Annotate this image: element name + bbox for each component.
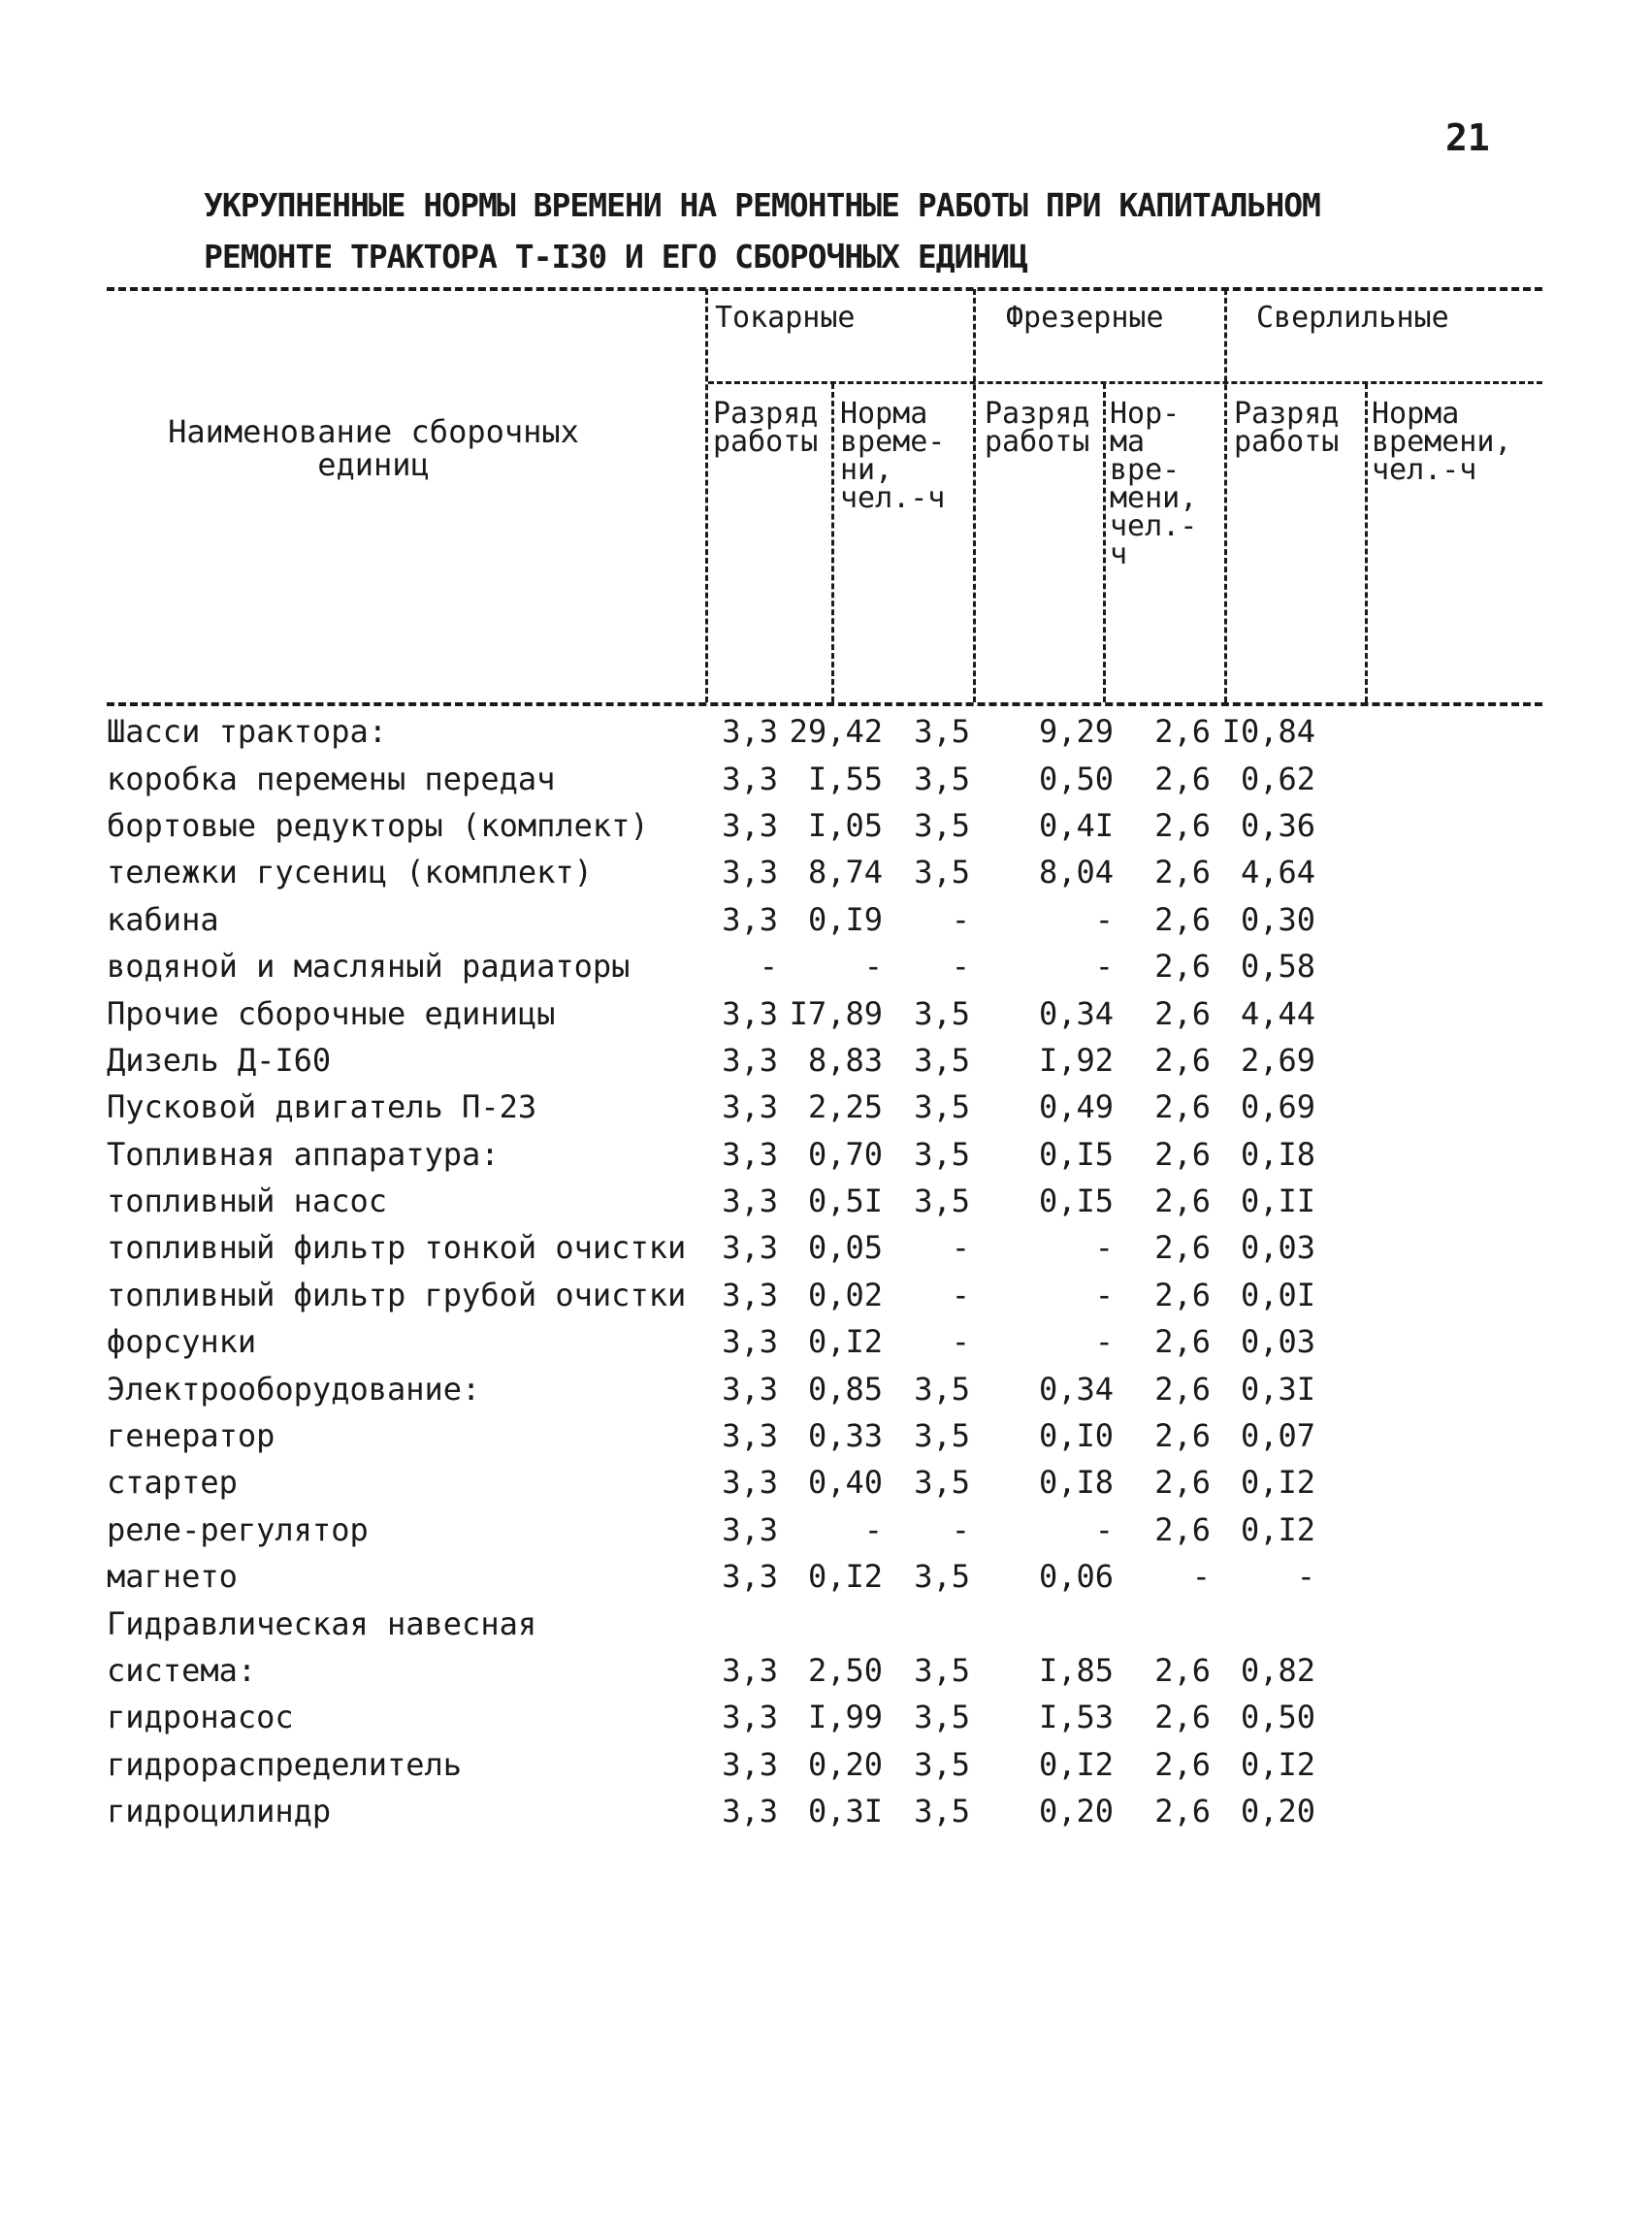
header-divider — [831, 383, 834, 702]
cell-drilling-grade: 2,6 — [1154, 1182, 1211, 1220]
table-row — [107, 1272, 1315, 1318]
table-row — [107, 755, 1315, 801]
cell-turning-norm: 0,70 — [807, 1135, 883, 1173]
cell-drilling-norm: 0,82 — [1240, 1652, 1315, 1689]
cell-drilling-grade: 2,6 — [1154, 1464, 1211, 1502]
group-header-milling: Фрезерные — [1006, 301, 1164, 335]
cell-drilling-norm: 2,69 — [1240, 1041, 1315, 1079]
cell-turning-grade — [698, 1600, 778, 1646]
table-row — [107, 1788, 1315, 1834]
cell-milling-norm — [970, 1600, 1114, 1646]
cell-turning-norm: 2,25 — [807, 1088, 883, 1126]
cell-milling-norm: 0,06 — [1038, 1558, 1114, 1596]
cell-milling-norm: 8,04 — [1038, 854, 1114, 891]
cell-unit-name: магнето — [107, 1558, 238, 1596]
cell-turning-grade: 3,3 — [722, 1510, 778, 1548]
cell-turning-grade: 3,3 — [722, 806, 778, 844]
cell-milling-grade: 3,5 — [914, 713, 970, 751]
cell-milling-grade: 3,5 — [914, 854, 970, 891]
cell-unit-name: кабина — [107, 900, 219, 938]
cell-milling-grade: 3,5 — [914, 1793, 970, 1830]
cell-milling-norm: - — [1094, 1276, 1114, 1313]
cell-turning-grade: 3,3 — [722, 1041, 778, 1079]
cell-turning-norm: 0,3I — [807, 1793, 883, 1830]
cell-drilling-grade: 2,6 — [1154, 1229, 1211, 1267]
column-header-milling-grade: Разряд работы — [985, 397, 1090, 459]
cell-unit-name: гидронасос — [107, 1699, 294, 1736]
header-divider — [973, 289, 976, 702]
cell-unit-name: гидрораспределитель — [107, 1745, 463, 1783]
cell-turning-grade: 3,3 — [722, 1558, 778, 1596]
cell-unit-name: Электрооборудование: — [107, 1370, 481, 1408]
cell-turning-grade: 3,3 — [722, 1793, 778, 1830]
cell-turning-norm: I7,89 — [789, 994, 883, 1032]
table-row — [107, 1600, 1315, 1646]
cell-milling-grade: 3,5 — [914, 1370, 970, 1408]
cell-milling-norm: 0,I0 — [1038, 1417, 1114, 1455]
table-row — [107, 1412, 1315, 1459]
cell-drilling-norm: 0,36 — [1240, 806, 1315, 844]
cell-drilling-grade: 2,6 — [1154, 1323, 1211, 1361]
header-divider — [1224, 289, 1227, 702]
cell-turning-grade: 3,3 — [722, 1745, 778, 1783]
cell-unit-name: Топливная аппаратура: — [107, 1135, 500, 1173]
cell-drilling-grade: 2,6 — [1154, 1699, 1211, 1736]
cell-unit-name: Гидравлическая навесная — [107, 1604, 537, 1642]
cell-milling-norm: 0,I5 — [1038, 1135, 1114, 1173]
cell-unit-name: Дизель Д-I60 — [107, 1041, 332, 1079]
header-top-rule — [107, 287, 1542, 291]
cell-milling-norm: 0,4I — [1038, 806, 1114, 844]
cell-unit-name: Пусковой двигатель П-23 — [107, 1088, 537, 1126]
cell-turning-norm: 0,I2 — [807, 1558, 883, 1596]
table-row — [107, 708, 1315, 755]
cell-drilling-norm: - — [1296, 1558, 1315, 1596]
cell-turning-norm: - — [863, 948, 883, 986]
cell-turning-grade: 3,3 — [722, 994, 778, 1032]
cell-milling-grade: - — [951, 1276, 970, 1313]
header-divider — [1103, 383, 1106, 702]
cell-milling-norm: 0,34 — [1038, 1370, 1114, 1408]
cell-unit-name: топливный фильтр тонкой очистки — [107, 1229, 687, 1267]
cell-turning-norm: 0,33 — [807, 1417, 883, 1455]
table-row — [107, 849, 1315, 895]
cell-milling-norm: I,53 — [1038, 1699, 1114, 1736]
table-row — [107, 1741, 1315, 1788]
table-row — [107, 896, 1315, 943]
cell-turning-grade: 3,3 — [722, 1699, 778, 1736]
cell-unit-name: система: — [107, 1652, 257, 1689]
header-divider — [1365, 383, 1368, 702]
cell-drilling-norm: 0,30 — [1240, 900, 1315, 938]
cell-drilling-grade: 2,6 — [1154, 1370, 1211, 1408]
cell-milling-grade: 3,5 — [914, 1558, 970, 1596]
cell-milling-norm: - — [1094, 1229, 1114, 1267]
cell-turning-grade: 3,3 — [722, 713, 778, 751]
cell-drilling-norm: 0,I2 — [1240, 1464, 1315, 1502]
cell-drilling-grade: 2,6 — [1154, 1135, 1211, 1173]
cell-milling-grade: 3,5 — [914, 1088, 970, 1126]
cell-turning-grade: 3,3 — [722, 1088, 778, 1126]
cell-turning-norm — [778, 1600, 883, 1646]
cell-turning-grade: 3,3 — [722, 760, 778, 797]
cell-milling-norm: 9,29 — [1038, 713, 1114, 751]
cell-turning-grade: 3,3 — [722, 854, 778, 891]
cell-turning-grade: 3,3 — [722, 1276, 778, 1313]
cell-turning-norm: 0,5I — [807, 1182, 883, 1220]
cell-milling-norm: 0,20 — [1038, 1793, 1114, 1830]
cell-drilling-norm: 0,20 — [1240, 1793, 1315, 1830]
cell-drilling-grade: - — [1191, 1558, 1211, 1596]
norms-table — [107, 708, 1315, 1834]
cell-drilling-grade: 2,6 — [1154, 900, 1211, 938]
cell-milling-grade: 3,5 — [914, 1745, 970, 1783]
cell-unit-name: форсунки — [107, 1323, 257, 1361]
cell-drilling-grade: 2,6 — [1154, 1510, 1211, 1548]
cell-drilling-norm: 0,I2 — [1240, 1510, 1315, 1548]
cell-unit-name: генератор — [107, 1417, 275, 1455]
cell-unit-name: бортовые редукторы (комплект) — [107, 806, 649, 844]
cell-drilling-norm: 0,58 — [1240, 948, 1315, 986]
cell-drilling-norm: 4,44 — [1240, 994, 1315, 1032]
cell-drilling-norm: 0,03 — [1240, 1229, 1315, 1267]
cell-milling-grade: 3,5 — [914, 806, 970, 844]
cell-milling-grade: 3,5 — [914, 1135, 970, 1173]
cell-turning-grade: 3,3 — [722, 1464, 778, 1502]
cell-drilling-norm: 0,II — [1240, 1182, 1315, 1220]
cell-milling-grade: 3,5 — [914, 1417, 970, 1455]
cell-unit-name: Прочие сборочные единицы — [107, 994, 556, 1032]
cell-turning-norm: 0,I2 — [807, 1323, 883, 1361]
table-row — [107, 1084, 1315, 1130]
cell-drilling-norm: 0,I2 — [1240, 1745, 1315, 1783]
cell-drilling-grade: 2,6 — [1154, 760, 1211, 797]
title-line-2: РЕМОНТЕ ТРАКТОРА Т-I30 И ЕГО СБОРОЧНЫХ ЕДИНИЦ — [204, 238, 1028, 275]
table-row — [107, 1037, 1315, 1084]
column-header-turning-grade: Разряд работы — [713, 397, 819, 459]
header-divider — [705, 289, 708, 702]
cell-milling-grade: 3,5 — [914, 760, 970, 797]
cell-unit-name: водяной и масляный радиаторы — [107, 948, 631, 986]
cell-milling-grade: 3,5 — [914, 1041, 970, 1079]
cell-milling-norm: 0,I5 — [1038, 1182, 1114, 1220]
cell-drilling-grade: 2,6 — [1154, 1088, 1211, 1126]
cell-turning-grade: 3,3 — [722, 1135, 778, 1173]
cell-unit-name: коробка перемены передач — [107, 760, 556, 797]
cell-unit-name: реле-регулятор — [107, 1510, 369, 1548]
cell-turning-grade: 3,3 — [722, 1323, 778, 1361]
cell-milling-norm: I,85 — [1038, 1652, 1114, 1689]
cell-drilling-norm: 0,62 — [1240, 760, 1315, 797]
cell-turning-norm: - — [863, 1510, 883, 1548]
cell-drilling-grade: 2,6 — [1154, 948, 1211, 986]
cell-turning-norm: 0,I9 — [807, 900, 883, 938]
cell-milling-norm: 0,50 — [1038, 760, 1114, 797]
cell-milling-norm: - — [1094, 900, 1114, 938]
cell-milling-norm: - — [1094, 948, 1114, 986]
cell-turning-grade: 3,3 — [722, 1182, 778, 1220]
cell-turning-norm: 0,85 — [807, 1370, 883, 1408]
table-row — [107, 989, 1315, 1036]
cell-milling-norm: 0,I2 — [1038, 1745, 1114, 1783]
cell-milling-grade: - — [951, 1323, 970, 1361]
cell-drilling-grade: 2,6 — [1154, 1276, 1211, 1313]
table-row — [107, 1365, 1315, 1411]
cell-turning-norm: I,05 — [807, 806, 883, 844]
cell-turning-grade: 3,3 — [722, 1229, 778, 1267]
cell-milling-grade — [883, 1600, 970, 1646]
column-header-turning-norm: Норма време-ни, чел.-ч — [840, 397, 946, 515]
cell-turning-grade: 3,3 — [722, 1417, 778, 1455]
cell-turning-norm: 0,40 — [807, 1464, 883, 1502]
table-row — [107, 1224, 1315, 1271]
cell-drilling-norm: 4,64 — [1240, 854, 1315, 891]
cell-turning-grade: - — [759, 948, 778, 986]
column-header-name: Наименование сборочных единиц — [168, 413, 579, 483]
cell-milling-norm: - — [1094, 1510, 1114, 1548]
cell-milling-grade: 3,5 — [914, 1464, 970, 1502]
cell-milling-grade: - — [951, 900, 970, 938]
cell-drilling-grade: 2,6 — [1154, 806, 1211, 844]
cell-milling-norm: I,92 — [1038, 1041, 1114, 1079]
cell-drilling-norm — [1211, 1600, 1315, 1646]
cell-milling-norm: 0,I8 — [1038, 1464, 1114, 1502]
cell-milling-grade: - — [951, 1510, 970, 1548]
cell-milling-norm: 0,34 — [1038, 994, 1114, 1032]
table-row — [107, 1318, 1315, 1365]
cell-turning-norm: 0,20 — [807, 1745, 883, 1783]
table-row — [107, 802, 1315, 849]
cell-unit-name: стартер — [107, 1464, 238, 1502]
cell-turning-norm: 29,42 — [789, 713, 883, 751]
cell-drilling-grade: 2,6 — [1154, 994, 1211, 1032]
table-row — [107, 1647, 1315, 1694]
cell-drilling-norm: 0,07 — [1240, 1417, 1315, 1455]
page-number: 21 — [1445, 116, 1490, 159]
cell-milling-grade: 3,5 — [914, 994, 970, 1032]
cell-unit-name: Шасси трактора: — [107, 713, 387, 751]
cell-turning-grade: 3,3 — [722, 1370, 778, 1408]
cell-milling-grade: - — [951, 948, 970, 986]
table-row — [107, 1131, 1315, 1178]
table-row — [107, 943, 1315, 989]
cell-milling-grade: - — [951, 1229, 970, 1267]
cell-drilling-grade: 2,6 — [1154, 1745, 1211, 1783]
cell-turning-norm: 2,50 — [807, 1652, 883, 1689]
cell-drilling-grade: 2,6 — [1154, 713, 1211, 751]
cell-turning-norm: I,99 — [807, 1699, 883, 1736]
cell-drilling-norm: 0,I8 — [1240, 1135, 1315, 1173]
cell-turning-norm: 0,02 — [807, 1276, 883, 1313]
cell-drilling-grade: 2,6 — [1154, 854, 1211, 891]
cell-drilling-norm: 0,50 — [1240, 1699, 1315, 1736]
table-row — [107, 1459, 1315, 1506]
cell-drilling-grade: 2,6 — [1154, 1417, 1211, 1455]
cell-drilling-norm: 0,69 — [1240, 1088, 1315, 1126]
cell-drilling-norm: 0,3I — [1240, 1370, 1315, 1408]
column-header-milling-norm: Нор-ма вре-мени, чел.-ч — [1110, 397, 1198, 571]
group-header-drilling: Сверлильные — [1256, 301, 1449, 335]
cell-drilling-norm: I0,84 — [1221, 713, 1315, 751]
cell-milling-norm: 0,49 — [1038, 1088, 1114, 1126]
cell-unit-name: тележки гусениц (комплект) — [107, 854, 593, 891]
table-row — [107, 1553, 1315, 1600]
cell-drilling-grade: 2,6 — [1154, 1793, 1211, 1830]
table-row — [107, 1178, 1315, 1224]
cell-unit-name: топливный насос — [107, 1182, 387, 1220]
column-header-drilling-grade: Разряд работы — [1234, 397, 1340, 459]
cell-drilling-norm: 0,0I — [1240, 1276, 1315, 1313]
cell-unit-name: гидроцилиндр — [107, 1793, 332, 1830]
cell-turning-norm: 8,74 — [807, 854, 883, 891]
table-row — [107, 1694, 1315, 1740]
group-header-turning: Токарные — [715, 301, 856, 335]
cell-drilling-grade — [1114, 1600, 1211, 1646]
cell-drilling-grade: 2,6 — [1154, 1041, 1211, 1079]
cell-turning-norm: 0,05 — [807, 1229, 883, 1267]
column-header-drilling-norm: Норма времени, чел.-ч — [1372, 397, 1512, 487]
table-row — [107, 1506, 1315, 1553]
title-line-1: УКРУПНЕННЫЕ НОРМЫ ВРЕМЕНИ НА РЕМОНТНЫЕ РАБОТЫ ПРИ КАПИТАЛЬНОМ — [204, 186, 1320, 224]
cell-turning-grade: 3,3 — [722, 1652, 778, 1689]
cell-milling-grade: 3,5 — [914, 1652, 970, 1689]
cell-turning-norm: I,55 — [807, 760, 883, 797]
cell-unit-name: топливный фильтр грубой очистки — [107, 1276, 687, 1313]
header-bottom-rule — [107, 702, 1542, 706]
cell-turning-grade: 3,3 — [722, 900, 778, 938]
cell-milling-grade: 3,5 — [914, 1182, 970, 1220]
cell-drilling-norm: 0,03 — [1240, 1323, 1315, 1361]
cell-drilling-grade: 2,6 — [1154, 1652, 1211, 1689]
cell-turning-norm: 8,83 — [807, 1041, 883, 1079]
cell-milling-norm: - — [1094, 1323, 1114, 1361]
cell-milling-grade: 3,5 — [914, 1699, 970, 1736]
